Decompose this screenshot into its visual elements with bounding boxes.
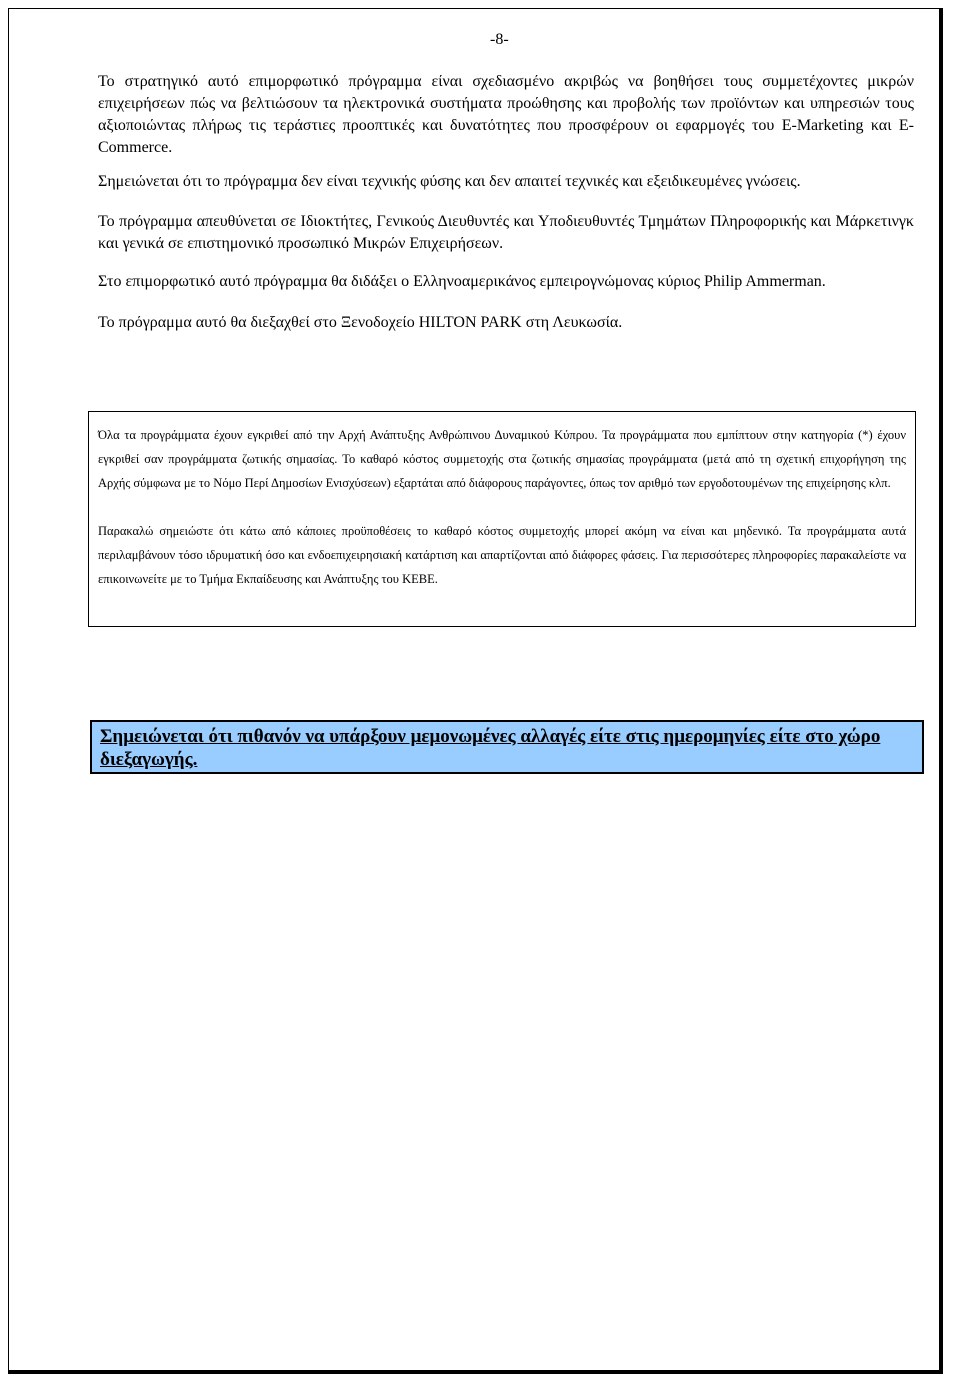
paragraph-venue: Το πρόγραμμα αυτό θα διεξαχθεί στο Ξενοδοχείο HILTON PARK στη Λευκωσία. — [98, 314, 623, 331]
paragraph-instructor: Στο επιμορφωτικό αυτό πρόγραμμα θα διδάξει ο Ελληνοαμερικάνος εμπειρογνώμονας κύριος Philip Ammerman. — [98, 273, 826, 290]
approval-notice-box — [88, 411, 916, 627]
page-number: -8- — [490, 31, 509, 48]
changes-alert-text: Σημειώνεται ότι πιθανόν να υπάρξουν μεμονωμένες αλλαγές είτε στις ημερομηνίες είτε στο χώρο διεξαγωγής. — [100, 726, 881, 770]
paragraph-non-technical-note: Σημειώνεται ότι το πρόγραμμα δεν είναι τεχνικής φύσης και δεν απαιτεί τεχνικές και εξειδικευμένες γνώσεις. — [98, 173, 801, 190]
cost-notice-paragraph: Παρακαλώ σημειώστε ότι κάτω από κάποιες προϋποθέσεις το καθαρό κόστος συμμετοχής μπορεί ακόμη να είναι και μηδενικό. Τα προγράμματα αυτά περιλαμβάνουν τόσο ιδρυματική όσο και ενδοεπιχειρησιακή κατάρτιση και απαρτίζονται από διάφορες φάσεις. Για περισσότερες πληροφορίες παρακαλείστε να επικοινωνείτε με το Τμήμα Εκπαίδευσης και Ανάπτυξης του ΚΕΒΕ. — [98, 524, 906, 586]
changes-alert-box — [90, 720, 924, 774]
paragraph-target-audience: Το πρόγραμμα απευθύνεται σε Ιδιοκτήτες, Γενικούς Διευθυντές και Υποδιευθυντές Τμημάτων Πληροφορικής και Μάρκετινγκ και γενικά σε επιστημονικό προσωπικό Μικρών Επιχειρήσεων. — [98, 213, 914, 252]
paragraph-program-description: Το στρατηγικό αυτό επιμορφωτικό πρόγραμμα είναι σχεδιασμένο ακριβώς να βοηθήσει τους συμμετέχοντες μικρών επιχειρήσεων πώς να βελτιώσουν τα ηλεκτρονικά συστήματα προώθησης και προβολής των προϊόντων και υπηρεσιών τους αξιοποιώντας πλήρως τις τεράστιες προοπτικές και δυνατότητες που προσφέρουν οι εφαρμογές του E-Marketing και E-Commerce. — [98, 73, 914, 156]
approval-notice-paragraph: Όλα τα προγράμματα έχουν εγκριθεί από την Αρχή Ανάπτυξης Ανθρώπινου Δυναμικού Κύπρου. Τα προγράμματα που εμπίπτουν στην κατηγορία (*) έχουν εγκριθεί σαν προγράμματα ζωτικής σημασίας. Το καθαρό κόστος συμμετοχής στα ζωτικής σημασίας προγράμματα (μετά από τη σχετική επιχορήγηση της Αρχής σύμφωνα με το Νόμο Περί Δημοσίων Ενισχύσεων) εξαρτάται από διάφορους παράγοντες, όπως τον αριθμό των εργοδοτουμένων της επιχείρησης κλπ. — [98, 428, 906, 490]
